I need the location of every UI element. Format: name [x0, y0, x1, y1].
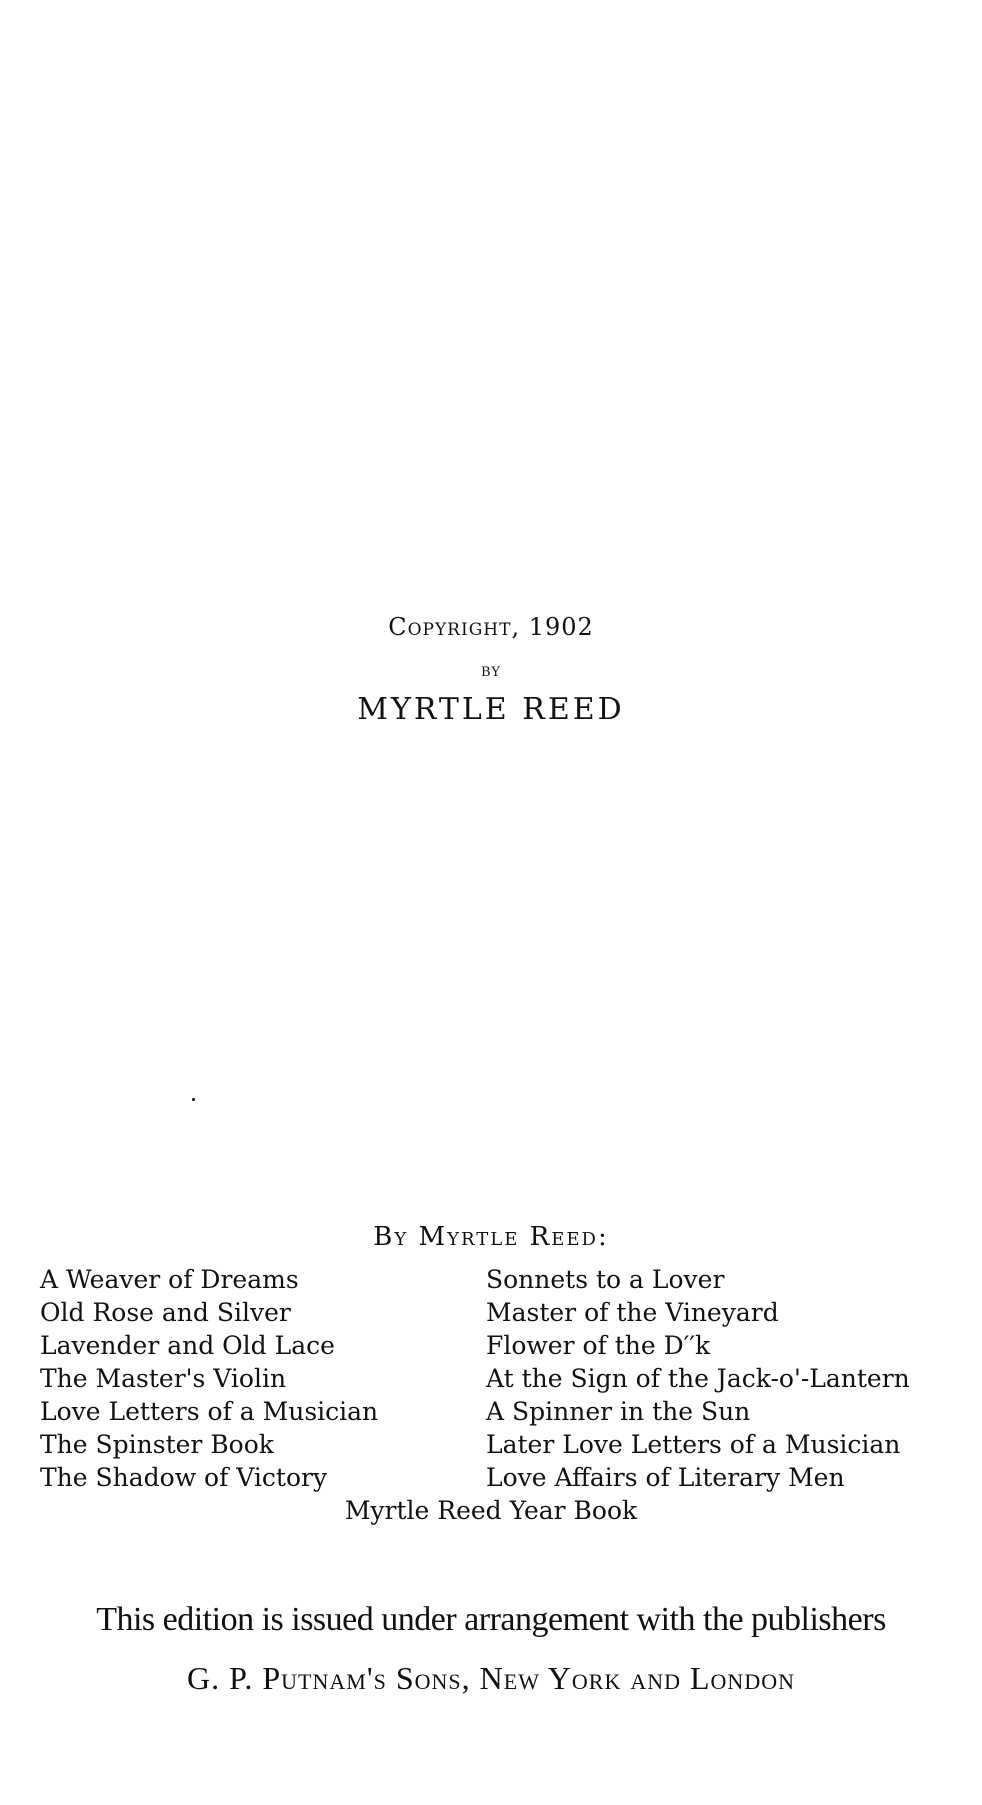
book-title: A Spinner in the Sun [486, 1397, 751, 1426]
copyright-author: MYRTLE REED [357, 692, 625, 727]
books-heading: By Myrtle Reed: [373, 1222, 609, 1252]
book-title: Sonnets to a Lover [486, 1265, 725, 1294]
book-title: Flower of the D′′k [486, 1331, 711, 1360]
book-title: A Weaver of Dreams [40, 1265, 299, 1294]
book-title: The Spinster Book [40, 1430, 274, 1459]
book-list-right [486, 1263, 910, 1494]
book-title: The Shadow of Victory [40, 1463, 328, 1492]
book-title: Later Love Letters of a Musician [486, 1430, 901, 1459]
book-title: At the Sign of the Jack-o'-Lantern [486, 1364, 910, 1393]
book-title: Love Affairs of Literary Men [486, 1463, 845, 1492]
book-title: Love Letters of a Musician [40, 1397, 379, 1426]
print-speck [192, 1098, 195, 1101]
copyright-by: by [481, 660, 501, 681]
book-title: Old Rose and Silver [40, 1298, 291, 1327]
publisher-imprint: G. P. Putnam's Sons, New York and London [187, 1660, 795, 1696]
book-title-centered: Myrtle Reed Year Book [344, 1496, 638, 1525]
edition-note: This edition is issued under arrangement with the publishers [96, 1601, 886, 1638]
copyright-notice: Copyright, 1902 [388, 613, 594, 641]
book-title: Lavender and Old Lace [40, 1331, 335, 1360]
book-list-left [40, 1263, 378, 1494]
book-title: Master of the Vineyard [486, 1298, 779, 1327]
book-title: The Master's Violin [40, 1364, 287, 1393]
